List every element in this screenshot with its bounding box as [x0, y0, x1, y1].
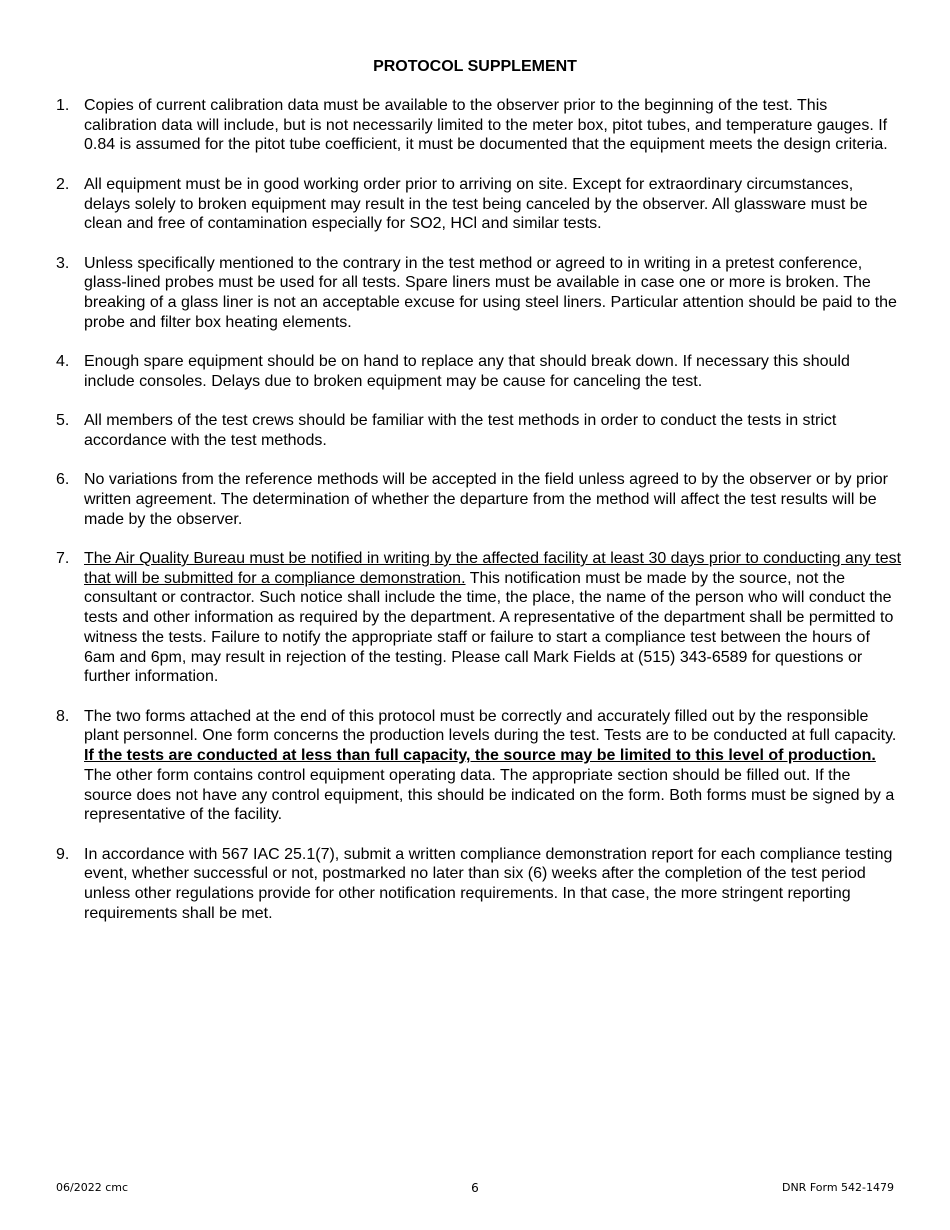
item-number: 1.	[56, 97, 70, 114]
item-text-after: The other form contains control equipment operating data. The appropriate section should be filled out. If the source does not have any control equipment, this should be indicated on the form. Both forms must be signed by a representative of the facility.	[84, 766, 895, 824]
item-text: This notification must be made by the source, not the consultant or contractor. Such notice shall include the time, the place, the name of the person who will conduct the tests and other information as required by the department. A representative of the department shall be permitted to witness the tests. Failure to notify the appropriate staff or failure to start a compliance test between the hours of 6am and 6pm, may result in rejection of the testing. Please call Mark Fields at (515) 343-6589 for questions or further information.	[84, 569, 894, 686]
item-number: 2.	[56, 175, 70, 193]
item-text: Unless specifically mentioned to the contrary in the test method or agreed to in writing in a pretest conference, glass-lined probes must be used for all tests. Spare liners must be available in case one or more is broken. The breaking of a glass liner is not an acceptable excuse for using steel liners. Particular attention should be paid to the probe and filter box heating elements.	[84, 254, 897, 331]
item-number: 3.	[56, 254, 70, 272]
item-number: 5.	[56, 412, 70, 430]
list-item	[56, 175, 902, 234]
list-item	[56, 352, 902, 391]
form-number: DNR Form 542-1479	[781, 1181, 894, 1194]
list-item	[56, 411, 902, 450]
list-item	[56, 845, 902, 924]
item-text-before: The two forms attached at the end of this protocol must be correctly and accurately filled out by the responsible plant personnel. One form concerns the production levels during the test. Tests are to be conducted at full capacity.	[84, 707, 897, 745]
page-title: PROTOCOL SUPPLEMENT	[373, 58, 577, 75]
list-item	[56, 470, 902, 529]
list-item	[56, 96, 902, 155]
item-text: All members of the test crews should be familiar with the test methods in order to conduct the tests in strict accordance with the test methods.	[84, 412, 837, 449]
protocol-list	[56, 96, 902, 943]
item-text: All equipment must be in good working order prior to arriving on site. Except for extraordinary circumstances, delays solely to broken equipment may result in the test being canceled by the observer. All glassware must be clean and free of contamination especially for SO2, HCl and similar tests.	[84, 175, 868, 233]
page-footer	[56, 1180, 894, 1196]
item-text: No variations from the reference methods will be accepted in the field unless agreed to by the observer or by prior written agreement. The determination of whether the departure from the method will affect the test results will be made by the observer.	[84, 471, 888, 528]
item-bold-underlined-text: If the tests are conducted at less than full capacity, the source may be limited to this level of production.	[84, 747, 876, 765]
list-item	[56, 254, 902, 333]
item-text: In accordance with 567 IAC 25.1(7), submit a written compliance demonstration report for each compliance testing event, whether successful or not, postmarked no later than six (6) weeks after the completion of the test period unless other regulations provide for other notification requirements. In that case, the more stringent reporting requirements shall be met.	[84, 845, 893, 922]
item-number: 9.	[56, 845, 70, 863]
item-number: 7.	[56, 550, 70, 568]
item-number: 4.	[56, 353, 70, 371]
item-number: 8.	[56, 707, 70, 725]
item-text: Copies of current calibration data must be available to the observer prior to the beginning of the test. This calibration data will include, but is not necessarily limited to the meter box, pitot tubes, and temperature gauges. If 0.84 is assumed for the pitot tube coefficient, it must be documented that the equipment meets the design criteria.	[84, 97, 888, 154]
item-underlined-text: The Air Quality Bureau must be notified in writing by the affected facility at least 30 days prior to conducting any test that will be submitted for a compliance demonstration.	[84, 550, 902, 587]
item-number: 6.	[56, 471, 70, 489]
list-item	[56, 707, 902, 825]
footer-date: 06/2022 cmc	[56, 1181, 129, 1194]
page-number: 6	[471, 1181, 479, 1195]
list-item	[56, 549, 902, 687]
item-text: Enough spare equipment should be on hand to replace any that should break down. If necessary this should include consoles. Delays due to broken equipment may be cause for canceling the test.	[84, 353, 850, 390]
